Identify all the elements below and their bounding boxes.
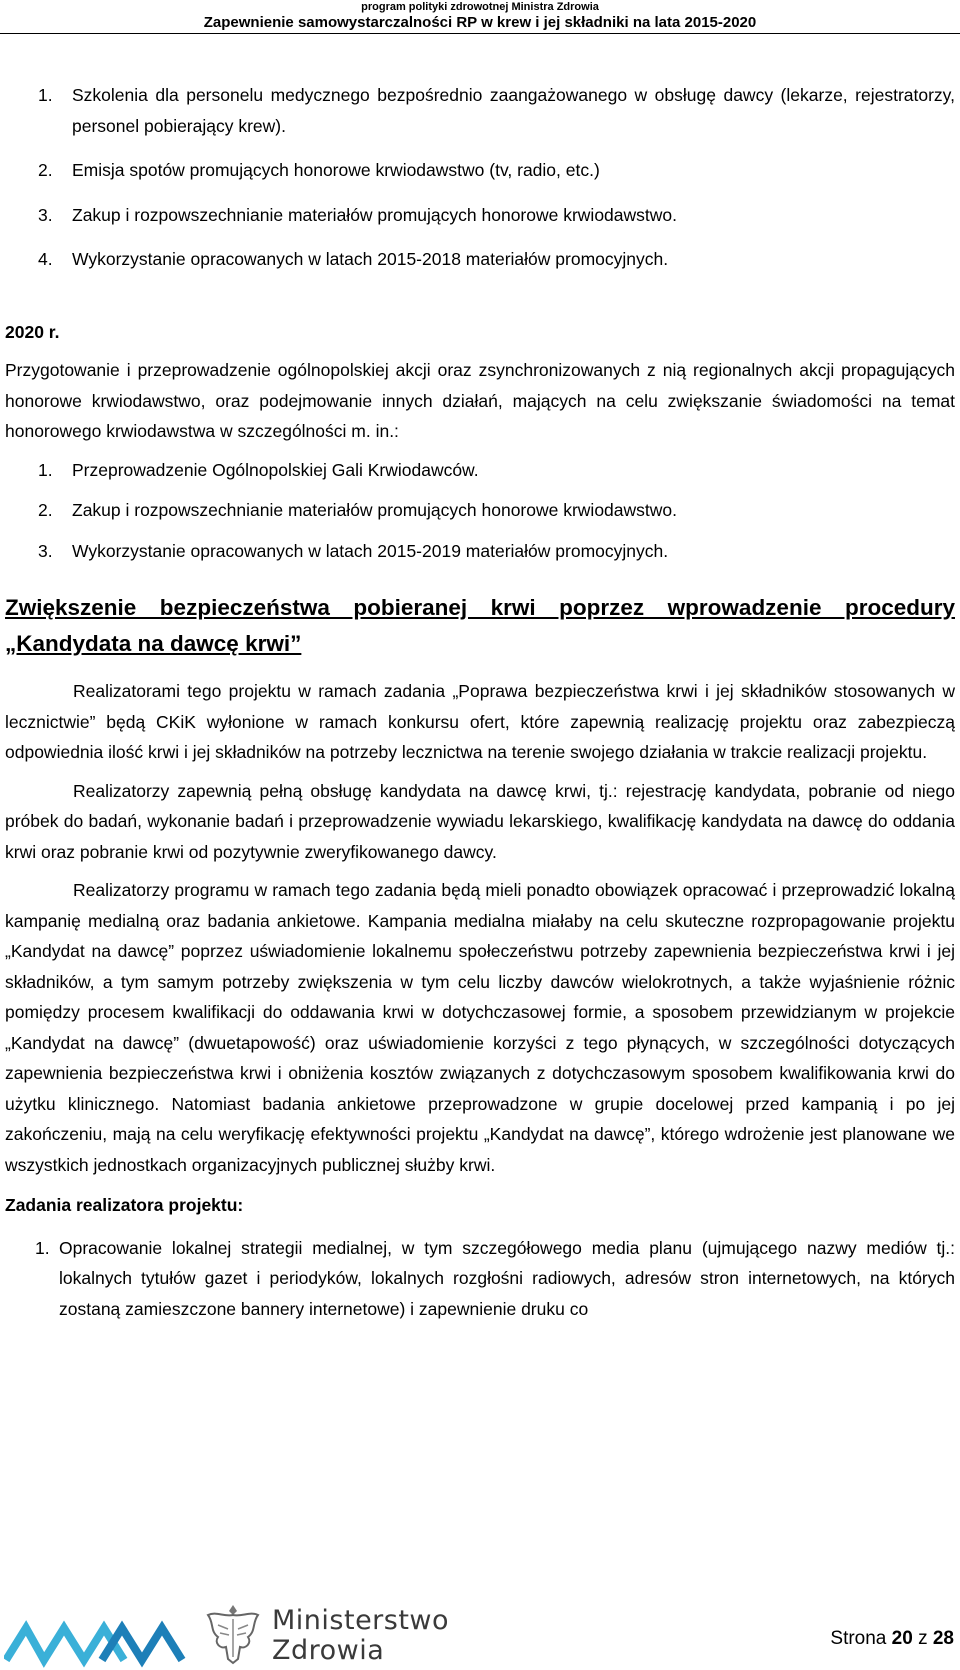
page-footer [0,1598,960,1670]
year-heading: 2020 r. [5,321,60,342]
body-paragraph: Realizatorzy zapewnią pełną obsługę kandydata na dawcę krwi, tj.: rejestrację kandydata, pobranie od niego próbek do badań, wykonanie badań i przeprowadzenie wywiadu lekarskiego, kwalifikację kandydata na dawcę do oddania krwi oraz pobranie krwi od pozytywnie zweryfikowanego dawcy. [5,780,955,862]
list-item [5,455,955,486]
activities-list-2020 [5,455,955,567]
list-item [5,244,955,275]
page-total: 28 [932,1628,954,1649]
page-number [830,1628,954,1650]
list-item-text: Zakup i rozpowszechnianie materiałów promujących honorowe krwiodawstwo. [72,500,677,520]
list-item-number: 2. [38,160,53,180]
task-number: 1. [35,1237,50,1258]
activities-list-2019 [5,80,955,275]
list-item-number: 3. [38,540,53,561]
list-item-text: Wykorzystanie opracowanych w latach 2015-2018 materiałów promocyjnych. [72,249,669,269]
list-item-number: 2. [38,500,53,520]
list-item-number: 3. [38,204,53,225]
list-item-number: 4. [38,249,53,269]
list-item [5,155,955,186]
document-body [5,80,955,1324]
logo-line-1: Ministerstwo [272,1605,450,1636]
list-item [5,200,955,231]
list-item-text: Zakup i rozpowszechnianie materiałów promujących honorowe krwiodawstwo. [72,204,677,225]
ministry-name-logo [272,1606,449,1666]
list-item [5,495,955,526]
list-item-text: Emisja spotów promujących honorowe krwiodawstwo (tv, radio, etc.) [72,160,600,180]
list-item-number: 1. [38,85,53,105]
page-separator: z [918,1628,928,1649]
tasks-heading: Zadania realizatora projektu: [5,1195,244,1215]
year-intro-paragraph: Przygotowanie i przeprowadzenie ogólnopolskiej akcji oraz zsynchronizowanych z nią regionalnych akcji propagujących honorowe krwiodawstwo, oraz podejmowanie innych działań, mających na celu zwiększanie świadomości na temat honorowego krwiodawstwa w szczególności m. in.: [5,360,955,441]
header-program-line: program polityki zdrowotnej Ministra Zdrowia [361,1,599,13]
logo-line-2: Zdrowia [272,1635,385,1666]
list-item-text: Wykorzystanie opracowanych w latach 2015-2019 materiałów promocyjnych. [72,540,669,561]
ministry-wave-logo-icon [4,1610,194,1670]
list-item-text: Szkolenia dla personelu medycznego bezpośrednio zaangażowanego w obsługę dawcy (lekarze, rejestratorzy, personel pobierający krew). [72,85,955,136]
header-title-line: Zapewnienie samowystarczalności RP w krew i jej składniki na lata 2015-2020 [203,14,757,31]
task-item [5,1233,955,1325]
body-paragraph: Realizatorami tego projektu w ramach zadania „Poprawa bezpieczeństwa krwi i jej składników stosowanych w lecznictwie” będą CKiK wyłonione w ramach konkursu ofert, które zapewnią realizację projektu oraz zabezpieczą odpowiednia ilość krwi i jej składników na potrzeby lecznictwa na terenie swojego działania w trakcie realizacji projektu. [5,681,955,762]
list-item-number: 1. [38,459,53,480]
list-item [5,536,955,567]
page-current: 20 [891,1628,913,1649]
task-text: Opracowanie lokalnej strategii medialnej, w tym szczegółowego media planu (ujmującego nazwy mediów tj.: lokalnych tytułów gazet i periodyków, lokalnych rozgłośni radiowych, adresów stron internetowych, na których zostaną zamieszczone bannery internetowe) i zapewnienie druku co [59,1237,955,1319]
page-prefix: Strona [830,1628,887,1649]
body-paragraph: Realizatorzy programu w ramach tego zadania będą mieli ponadto obowiązek opracować i przeprowadzić lokalną kampanię medialną oraz badania ankietowe. Kampania medialna miałaby na celu skuteczne rozpropagowanie projektu „Kandydat na dawcę” poprzez uświadomienie lokalnemu społeczeństwu potrzeby zapewnienia bezpieczeństwa krwi i jej składników, a tym samym potrzeby zwiększenia w tym celu liczby dawców wielokrotnych, a także wyjaśnienie różnic pomiędzy procesem kwalifikacji do oddawania krwi w dotychczasowej formie, a sposobem przewidzianym w projekcie „Kandydat na dawcę” (dwuetapowość) oraz uświadomienie korzyści z tego płynących, w szczególności dotyczących zapewnienia bezpieczeństwa krwi i obniżenia kosztów związanych z dotychczasowym sposobem kwalifikowania krwi do użytku klinicznego. Natomiast badania ankietowe przeprowadzone w grupie docelowej przed kampanią i po jej zakończeniu, mają na celu weryfikację efektywności projektu „Kandydat na dawcę”, którego wdrożenie jest planowane we wszystkich jednostkach organizacyjnych publicznej służby krwi. [5,880,955,1175]
list-item-text: Przeprowadzenie Ogólnopolskiej Gali Krwiodawców. [72,459,479,480]
section-title: Zwiększenie bezpieczeństwa pobieranej krwi poprzez wprowadzenie procedury „Kandydata na dawcę krwi” [5,595,955,656]
page-header [0,0,960,34]
list-item [5,80,955,141]
eagle-emblem-icon [204,1601,262,1667]
